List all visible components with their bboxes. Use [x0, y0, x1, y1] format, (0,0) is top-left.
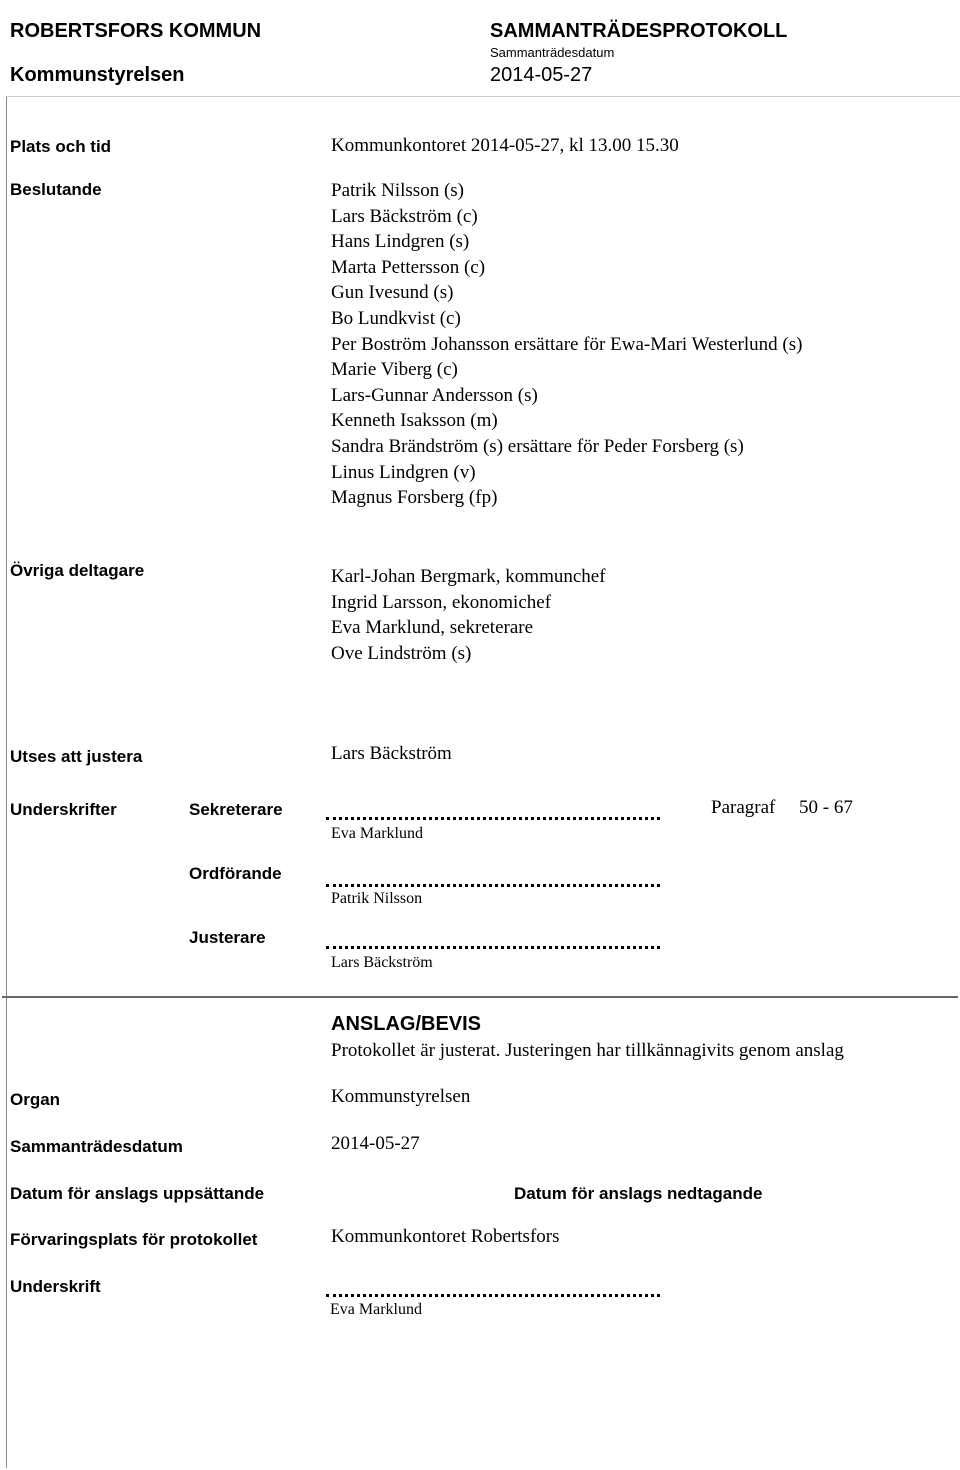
chair-name: Patrik Nilsson	[331, 890, 423, 907]
adjuster-signature-label: Justerare	[189, 928, 266, 947]
organ-value: Kommunstyrelsen	[331, 1086, 471, 1107]
signatures-label: Underskrifter	[10, 800, 117, 819]
list-item: Gun Ivesund (s)	[331, 282, 454, 304]
list-item: Marie Viberg (c)	[331, 359, 458, 381]
municipality-name: ROBERTSFORS KOMMUN	[10, 20, 262, 42]
storage-label: Förvaringsplats för protokollet	[10, 1230, 258, 1249]
decision-makers-label: Beslutande	[10, 180, 102, 199]
secretary-label: Sekreterare	[189, 800, 283, 819]
posted-date-label: Datum för anslags uppsättande	[10, 1184, 265, 1203]
list-item: Hans Lindgren (s)	[331, 231, 470, 253]
notice-statement: Protokollet är justerat. Justeringen har tillkännagivits genom anslag	[331, 1040, 844, 1061]
list-item: Patrik Nilsson (s)	[331, 180, 464, 201]
decision-makers-list	[331, 178, 802, 511]
organ-label: Organ	[10, 1090, 61, 1109]
paragraph-label: Paragraf	[711, 797, 776, 818]
document-type: SAMMANTRÄDESPROTOKOLL	[490, 20, 788, 42]
paragraph-value: 50 - 67	[799, 797, 853, 818]
notice-date-value: 2014-05-27	[331, 1133, 420, 1154]
adjuster-value: Lars Bäckström	[331, 743, 452, 764]
signature-label: Underskrift	[10, 1277, 101, 1296]
removed-date-label: Datum för anslags nedtagande	[514, 1184, 763, 1203]
chair-signature-line	[326, 884, 660, 887]
list-item: Per Boström Johansson ersättare för Ewa-Mari Westerlund (s)	[331, 333, 803, 355]
other-participants-label: Övriga deltagare	[10, 561, 145, 580]
notice-date-label: Sammanträdesdatum	[10, 1137, 183, 1156]
notice-signature-name: Eva Marklund	[330, 1301, 422, 1318]
list-item: Lars-Gunnar Andersson (s)	[331, 384, 538, 406]
storage-value: Kommunkontoret Robertsfors	[331, 1226, 560, 1247]
list-item: Kenneth Isaksson (m)	[331, 410, 498, 432]
section-divider	[2, 996, 958, 998]
committee-name: Kommunstyrelsen	[10, 64, 185, 86]
other-participants-list	[331, 564, 606, 666]
adjuster-label: Utses att justera	[10, 747, 143, 766]
list-item: Sandra Brändström (s) ersättare för Peder Forsberg (s)	[331, 435, 744, 457]
chair-label: Ordförande	[189, 864, 282, 883]
notice-signature-line	[326, 1294, 660, 1297]
list-item: Lars Bäckström (c)	[331, 205, 478, 227]
secretary-signature-line	[326, 817, 660, 820]
place-value: Kommunkontoret 2014-05-27, kl 13.00 15.30	[331, 135, 679, 156]
list-item: Ove Lindström (s)	[331, 642, 472, 664]
meeting-date-label: Sammanträdesdatum	[490, 45, 615, 60]
secretary-name: Eva Marklund	[331, 825, 423, 842]
list-item: Magnus Forsberg (fp)	[331, 487, 498, 509]
list-item: Marta Pettersson (c)	[331, 256, 486, 278]
list-item: Bo Lundkvist (c)	[331, 307, 461, 329]
header-divider	[6, 96, 960, 97]
meeting-date: 2014-05-27	[490, 64, 593, 86]
place-label: Plats och tid	[10, 137, 112, 156]
list-item: Karl-Johan Bergmark, kommunchef	[331, 566, 606, 587]
list-item: Eva Marklund, sekreterare	[331, 617, 534, 639]
list-item: Linus Lindgren (v)	[331, 461, 476, 483]
adjuster-signature-line	[326, 946, 660, 949]
notice-title: ANSLAG/BEVIS	[331, 1013, 482, 1035]
left-margin-rule	[6, 96, 7, 1468]
adjuster-signature-name: Lars Bäckström	[331, 954, 433, 971]
list-item: Ingrid Larsson, ekonomichef	[331, 591, 552, 613]
